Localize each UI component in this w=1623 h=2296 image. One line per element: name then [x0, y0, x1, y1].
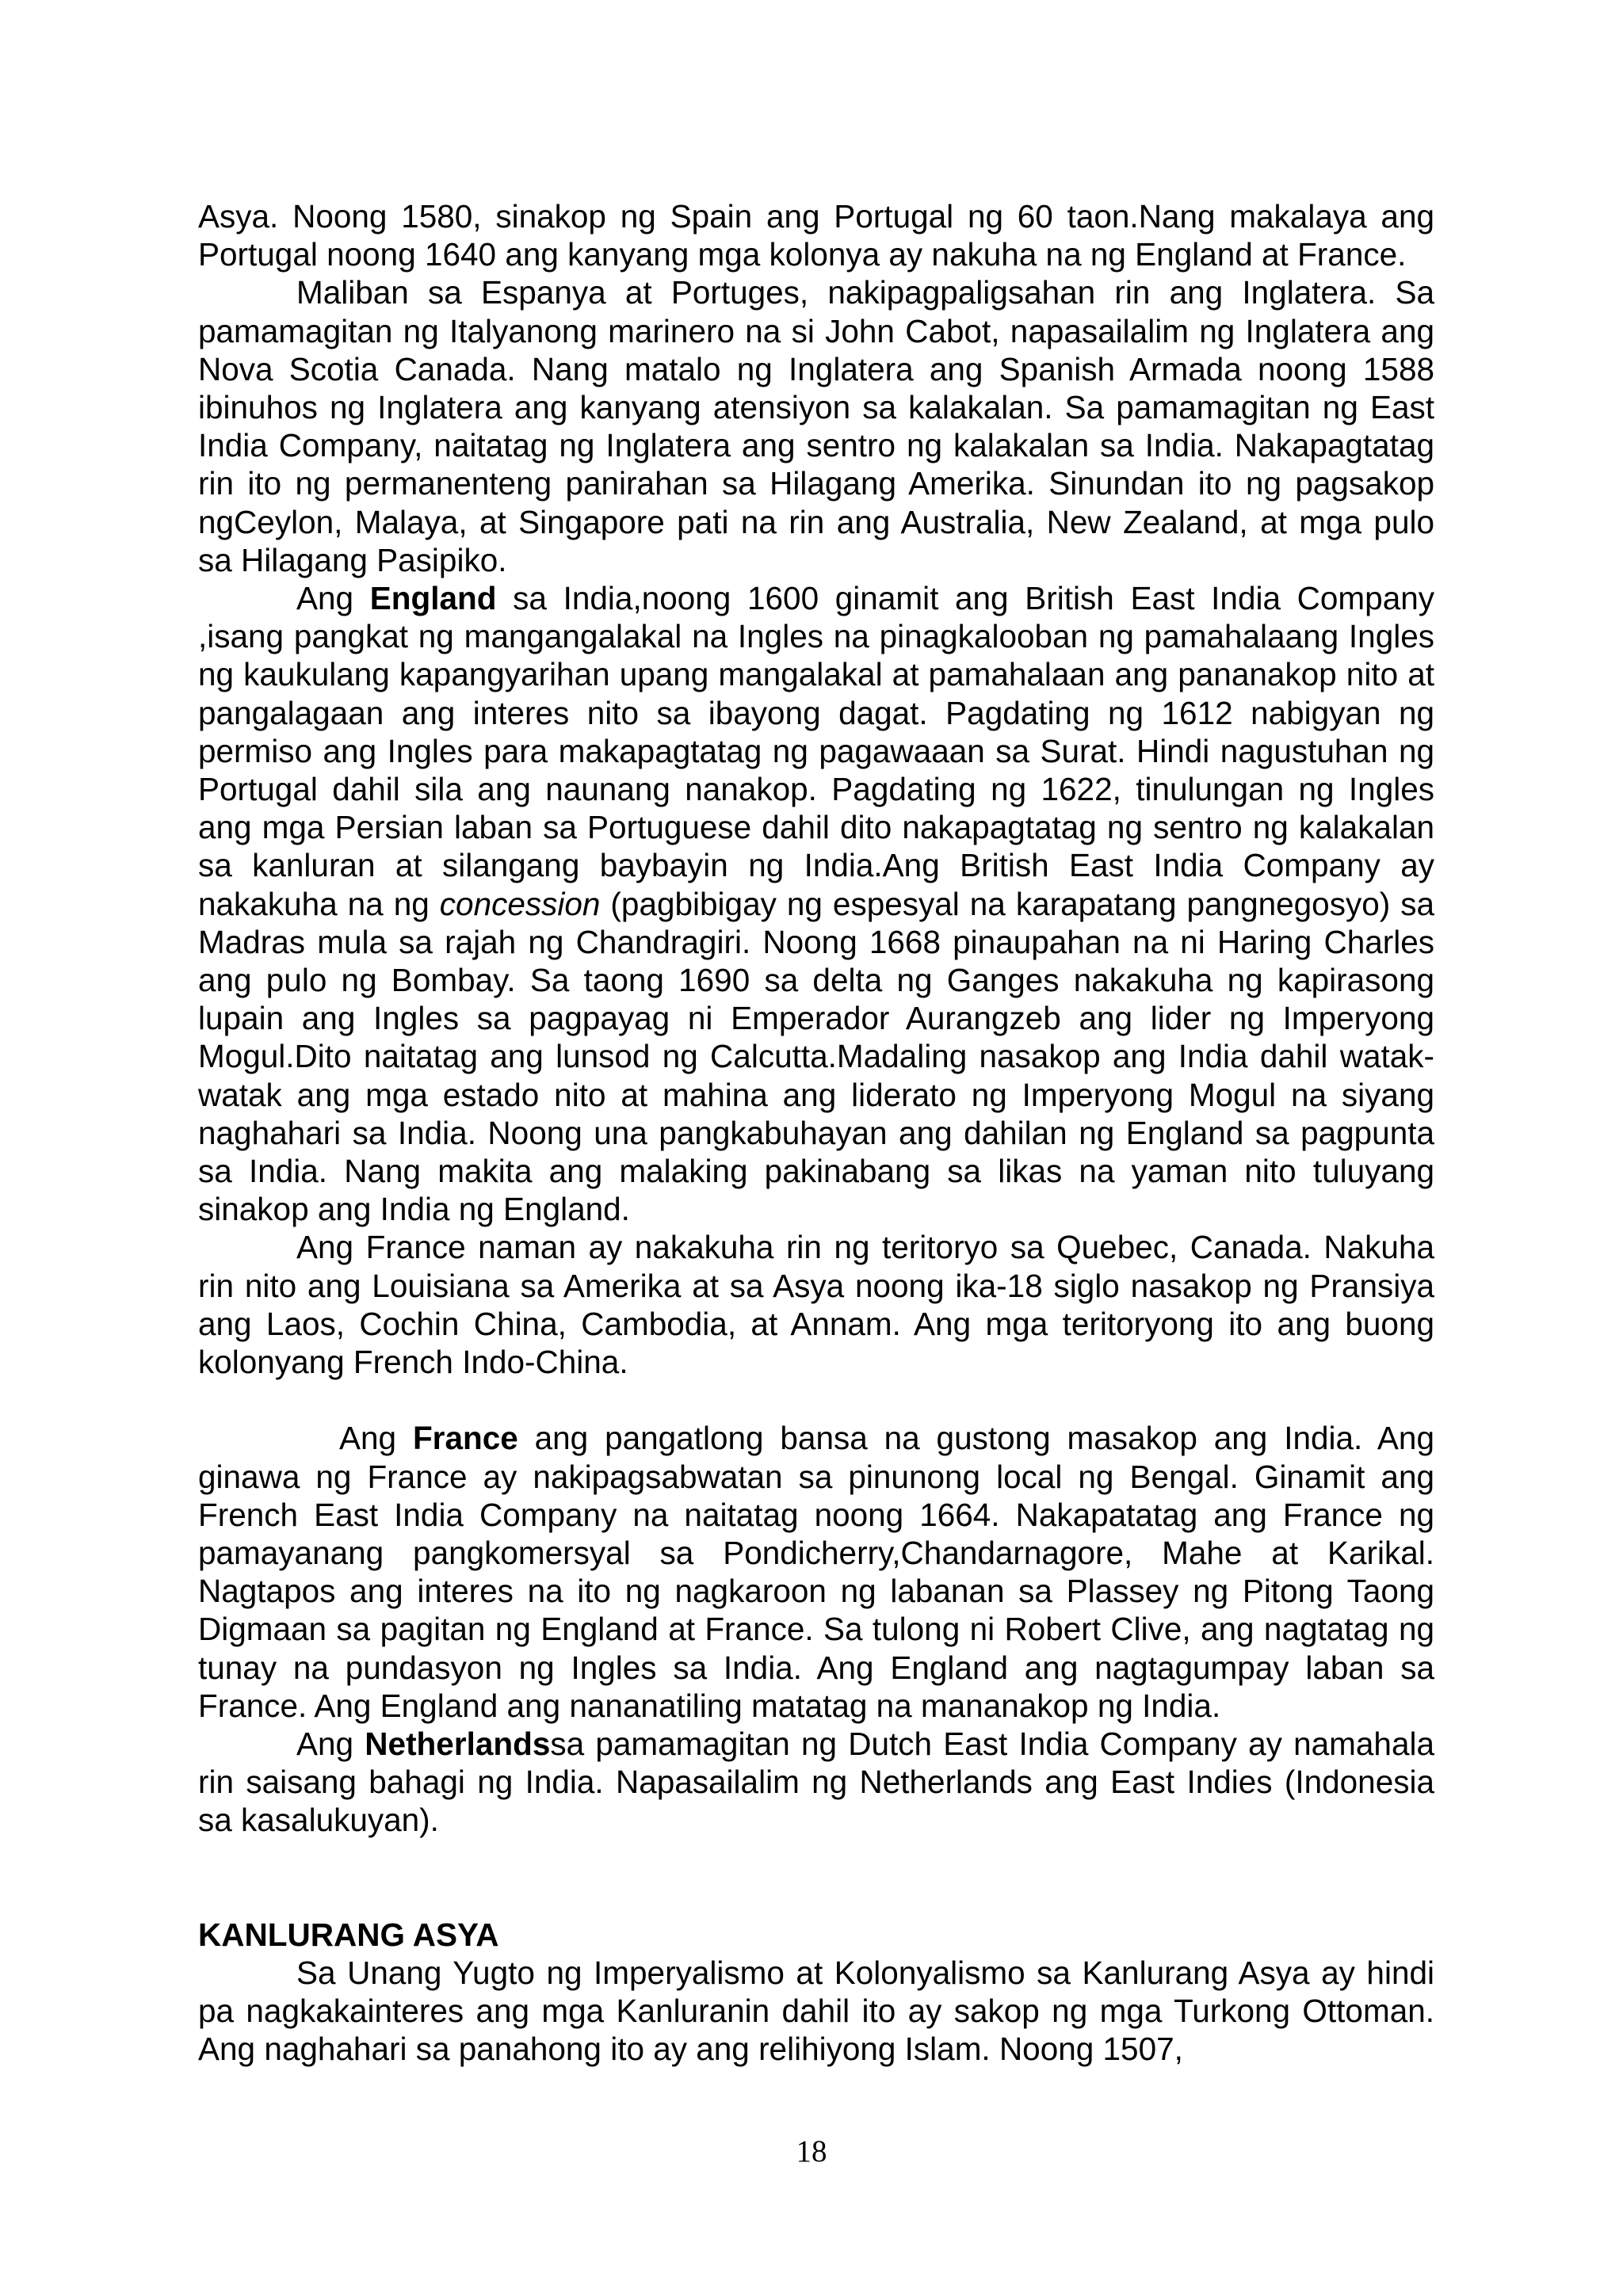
paragraph-lead: Ang: [296, 1725, 365, 1762]
paragraph-france-teritoryo: Ang France naman ay nakakuha rin ng teritoryo sa Quebec, Canada. Nakuha rin nito ang Louisiana sa Amerika at sa Asya noong ika-18 siglo nasakop ng Pransiya ang Laos, Cochin China, Cambodia, at Annam. Ang mga teritoryong ito ang buong kolonyang French Indo-China.: [198, 1229, 1434, 1381]
paragraph-netherlands: [198, 1725, 1434, 1840]
paragraph-kanlurang-asya: Sa Unang Yugto ng Imperyalismo at Kolonyalismo sa Kanlurang Asya ay hindi pa nagkakainteres ang mga Kanluranin dahil ito ay sakop ng mga Turkong Ottoman. Ang naghahari sa panahong ito ay ang relihiyong Islam. Noong 1507,: [198, 1954, 1434, 2068]
bold-term-france: France: [412, 1420, 518, 1457]
page-number: 18: [796, 2134, 827, 2168]
paragraph-france-india: [198, 1419, 1434, 1725]
blank-line: [198, 1381, 1434, 1419]
paragraph-england-india: [198, 579, 1434, 1228]
italic-term-concession: concession: [439, 885, 601, 922]
paragraph-text: ang pangatlong bansa na gustong masakop ang India. Ang ginawa ng France ay nakipagsabwatan sa pinunong local ng Bengal. Ginamit ang French East India Company na naitatag noong 1664. Nakapatatag ang France ng pamayanang pangkomersyal sa Pondicherry,Chandarnagore, Mahe at Karikal. Nagtapos ang interes na ito ng nagkaroon ng labanan sa Plassey ng Pitong Taong Digmaan sa pagitan ng England at France. Sa tulong ni Robert Clive, ang nagtatag ng tunay na pundasyon ng Ingles sa India. Ang England ang nagtagumpay laban sa France. Ang England ang nananatiling matatag na mananakop ng India.: [198, 1420, 1434, 1724]
blank-lines: [198, 1840, 1434, 1916]
bold-term-netherlands: Netherlands: [365, 1725, 551, 1762]
paragraph-lead: Ang: [296, 580, 370, 617]
paragraph-text: sa pamamagitan ng Dutch East India Company ay namahala rin saisang bahagi ng India. Napasailalim ng Netherlands ang East Indies (Indonesia sa kasalukuyan).: [198, 1725, 1434, 1839]
paragraph-text: (pagbibigay ng espesyal na karapatang pangnegosyo) sa Madras mula sa rajah ng Chandragiri. Noong 1668 pinaupahan na ni Haring Charles ang pulo ng Bombay. Sa taong 1690 sa delta ng Ganges nakakuha ng kapirasong lupain ang Ingles sa pagpayag ni Emperador Aurangzeb ang lider ng Imperyong Mogul.Dito naitatag ang lunsod ng Calcutta.Madaling nasakop ang India dahil watak-watak ang mga estado nito at mahina ang liderato ng Imperyong Mogul na siyang naghahari sa India. Noong una pangkabuhayan ang dahilan ng England sa pagpunta sa India. Nang makita ang malaking pakinabang sa likas na yaman nito tuluyang sinakop ang India ng England.: [198, 885, 1435, 1228]
paragraph-lead: Ang: [339, 1420, 413, 1457]
paragraph-text: sa India,noong 1600 ginamit ang British East India Company ,isang pangkat ng mangangalakal na Ingles na pinagkalooban ng pamahalaang Ingles ng kaukulang kapangyarihan upang mangalakal at pamahalaan ang pananakop nito at pangalagaan ang interes nito sa ibayong dagat. Pagdating ng 1612 nabigyan ng permiso ang Ingles para makapagtatag ng pagawaaan sa Surat. Hindi nagustuhan ng Portugal dahil sila ang naunang nanakop. Pagdating ng 1622, tinulungan ng Ingles ang mga Persian laban sa Portuguese dahil dito nakapagtatag ng sentro ng kalakalan sa kanluran at silangang baybayin ng India.Ang British East India Company ay nakakuha na ng: [198, 580, 1434, 922]
body-text: [198, 197, 1434, 2068]
paragraph-inglatera: Maliban sa Espanya at Portuges, nakipagpaligsahan rin ang Inglatera. Sa pamamagitan ng Italyanong marinero na si John Cabot, napasailalim ng Inglatera ang Nova Scotia Canada. Nang matalo ng Inglatera ang Spanish Armada noong 1588 ibinuhos ng Inglatera ang kanyang atensiyon sa kalakalan. Sa pamamagitan ng East India Company, naitatag ng Inglatera ang sentro ng kalakalan sa India. Nakapagtatag rin ito ng permanenteng panirahan sa Hilagang Amerika. Sinundan ito ng pagsakop ngCeylon, Malaya, at Singapore pati na rin ang Australia, New Zealand, at mga pulo sa Hilagang Pasipiko.: [198, 274, 1434, 578]
section-heading: KANLURANG ASYA: [198, 1916, 499, 1953]
bold-term-england: England: [369, 580, 497, 617]
paragraph-portugal: Asya. Noong 1580, sinakop ng Spain ang Portugal ng 60 taon.Nang makalaya ang Portugal noong 1640 ang kanyang mga kolonya ay nakuha na ng England at France.: [198, 198, 1434, 273]
